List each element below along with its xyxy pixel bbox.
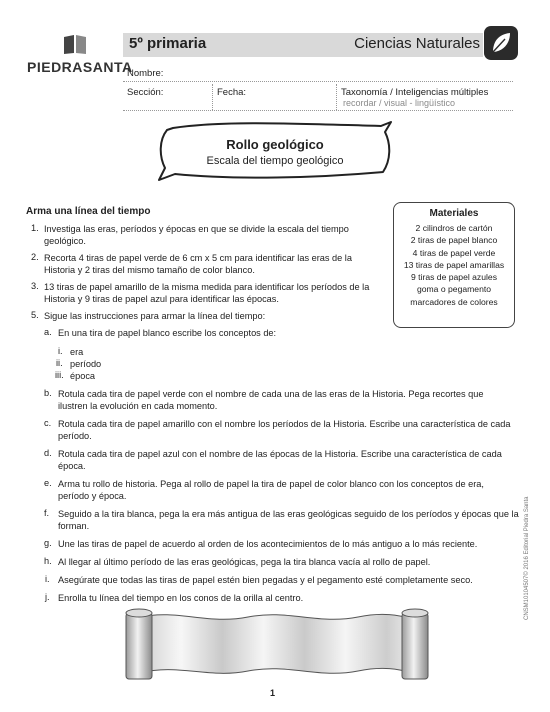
roman-number: i. [58,346,63,356]
taxonomy-subtitle: recordar / visual - lingüístico [343,98,456,108]
taxonomy-label: Taxonomía / Inteligencias múltiples [341,87,489,98]
divider [336,84,337,110]
step-text: 13 tiras de papel amarillo de la misma medida para identificar los períodos de la [44,282,370,292]
materials-title: Materiales [429,208,479,219]
substep-letter: e. [44,478,52,488]
substep-text: época. [58,461,86,471]
substep-letter: j. [45,592,50,602]
substep-text: ilustren la evolución en cada momento. [58,401,218,411]
substep-letter: c. [44,418,52,428]
step-number: 3. [31,281,39,291]
substep-text: período. [58,431,92,441]
substep-text: Une las tiras de papel de acuerdo al orden de los acontecimientos de lo más antiguo a lo más reciente. [58,539,478,549]
copyright-note: CNSM10104507© 2016 Editorial Piedra Santa [524,496,530,620]
list-item: goma o pegamento [416,284,492,295]
step-text: geológico. [44,236,86,246]
substep-text: Asegúrate que todas las tiras de papel estén bien pegadas y el pegamento esté completamente seco. [58,575,473,585]
list-item: marcadores de colores [410,296,498,307]
substep-letter: f. [44,508,50,518]
roman-number: ii. [56,358,63,368]
step-text: Investiga las eras, períodos y épocas en que se divide la escala del tiempo [44,224,349,234]
list-item: 13 tiras de papel amarillas [403,259,505,270]
section-heading: Arma una línea del tiempo [26,206,151,217]
step-number: 1. [31,223,39,233]
substep-letter: d. [44,448,52,458]
scroll-illustration [118,607,436,685]
substep-text: Seguido a la tira blanca, pega la era más antigua de las eras geológicas seguido de los períodos y épocas que la [58,509,519,519]
substep-text: Rotula cada tira de papel amarillo con el nombre los períodos de la Historia. Escribe una característica de cada [58,419,511,429]
list-item: 2 tiras de papel blanco [410,235,498,246]
concept-item: época [70,371,96,381]
page-number: 1 [270,688,276,698]
section-line [123,110,513,111]
step-text: Sigue las instrucciones para armar la línea del tiempo: [44,311,266,321]
step-number: 5. [31,310,39,320]
concept-item: era [70,347,84,357]
section-label: Sección: [127,87,164,98]
list-item: 2 cilindros de cartón [415,223,493,233]
substep-text: Rotula cada tira de papel azul con el nombre de las épocas de la Historia. Escribe una característica de cada [58,449,502,459]
page-subtitle: Escala del tiempo geológico [206,155,344,167]
substep-text: forman. [58,521,90,531]
name-label: Nombre: [127,68,164,79]
subject-label: Ciencias Naturales [354,35,480,52]
substep-text: Rotula cada tira de papel verde con el nombre de cada una de las eras de la Historia. Pega recortes que [58,389,484,399]
substep-letter: i. [45,574,50,584]
substep-letter: h. [44,556,52,566]
list-item: 4 tiras de papel verde [412,247,496,258]
leaf-icon [484,26,518,60]
substep-letter: g. [44,538,52,548]
substep-text: Arma tu rollo de historia. Pega al rollo de papel la tira de papel de color blanco con los conceptos de era, [58,479,484,489]
step-text: Historia y 9 tiras de papel azul para identificar las épocas. [44,294,279,304]
substep-text: Enrolla tu línea del tiempo en los conos de la orilla al centro. [58,593,304,603]
roman-number: iii. [55,370,64,380]
substep-text: período y época. [58,491,127,501]
date-label: Fecha: [217,87,247,98]
list-item: 9 tiras de papel azules [411,272,497,283]
step-text: Historia y 2 tiras del mismo tamaño de color blanco. [44,265,255,275]
concept-item: período [70,359,102,369]
publisher-logo: PIEDRASANTA [27,59,133,75]
step-number: 2. [31,252,39,262]
grade-label: 5º primaria [129,35,207,52]
substep-text: En una tira de papel blanco escribe los conceptos de: [58,328,277,338]
substep-letter: a. [44,327,52,337]
name-line[interactable] [123,81,513,82]
page-title: Rollo geológico [226,137,324,152]
materials-list [393,222,515,308]
substep-text: Al llegar al último período de las eras geológicas, pega la tira blanca vacía al rollo de papel. [58,557,431,567]
book-logo-icon [62,33,88,55]
substep-letter: b. [44,388,52,398]
divider [212,84,213,110]
step-text: Recorta 4 tiras de papel verde de 6 cm x 5 cm para identificar las eras de la [44,253,352,263]
